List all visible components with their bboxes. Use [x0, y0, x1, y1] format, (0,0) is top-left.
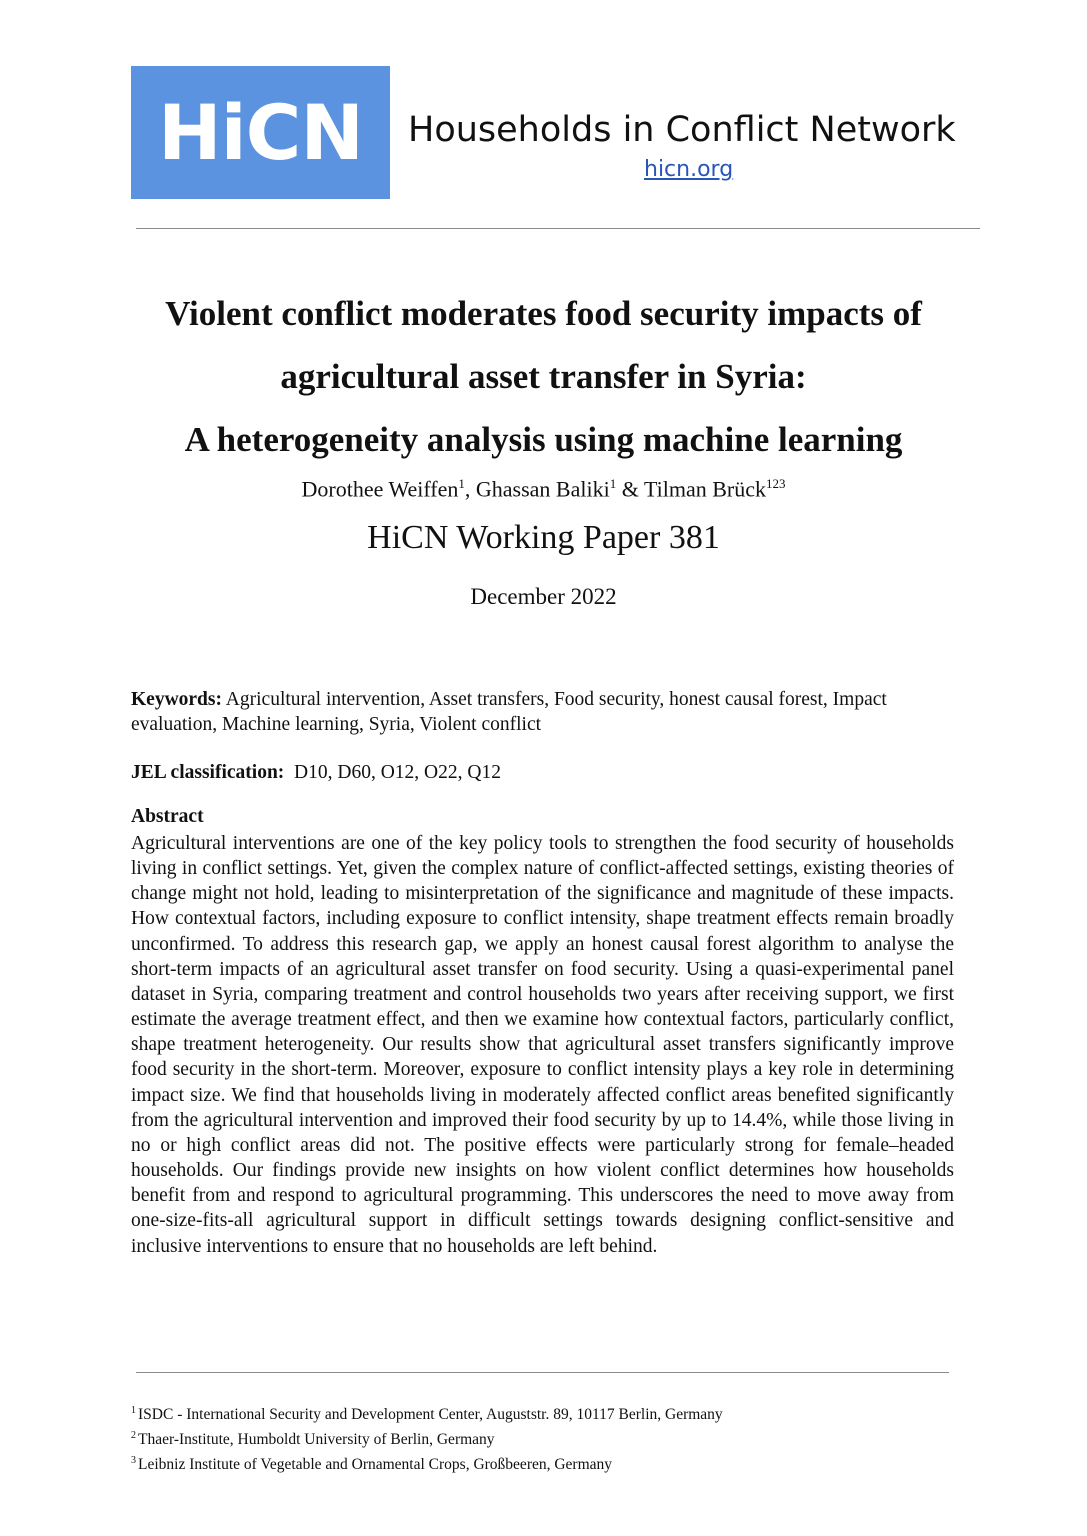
- author-name: Dorothee Weiffen: [301, 476, 459, 502]
- abstract-text: Agricultural interventions are one of the key policy tools to strengthen the food security of households living in conflict settings. Yet, given the complex nature of conflict-affected settings, existing theories of change might not hold, leading to misinterpretation of the significance and magnitude of these impacts. How contextual factors, including exposure to conflict intensity, shape treatment effects remain broadly unconfirmed. To address this research gap, we apply an honest causal forest algorithm to analyse the short-term impacts of an agricultural asset transfer on food security. Using a quasi-experimental panel dataset in Syria, comparing treatment and control households two years after receiving support, we first estimate the average treatment effect, and then we examine how contextual factors, particularly conflict, shape treatment heterogeneity. Our results show that agricultural asset transfers significantly improve food security in the short-term. Moreover, exposure to conflict intensity plays a key role in determining impact size. We find that households living in moderately affected conflict areas benefited significantly from the agricultural intervention and improved their food security by up to 14.4%, while those living in no or high conflict areas did not. The positive effects were particularly strong for female–headed households. Our findings provide new insights on how violent conflict determines how households benefit from and respond to agricultural programming. This underscores the need to move away from one-size-fits-all agricultural support in difficult settings towards designing conflict-sensitive and inclusive interventions to ensure that no households are left behind.: [131, 833, 954, 1257]
- working-paper-number: HiCN Working Paper 381: [367, 519, 720, 556]
- footnote-divider: [136, 1372, 949, 1373]
- author-affiliation: 1: [609, 476, 617, 491]
- author-name: Ghassan Baliki: [475, 476, 610, 502]
- footnote: [131, 1425, 954, 1450]
- author-affiliation: 1: [458, 476, 465, 491]
- keywords-text: Agricultural intervention, Asset transfers, Food security, honest causal forest, Impact evaluation, Machine learning, Syria, Violent conflict: [131, 689, 887, 735]
- title-line-3: A heterogeneity analysis using machine learning: [184, 420, 903, 459]
- author-list: Dorothee Weiffen$^1$, Ghassan Baliki$^1$ & Tilman Brück$^{123}$: [301, 476, 786, 502]
- publication-date: December 2022: [470, 584, 617, 609]
- author-affiliation: 123: [765, 476, 786, 491]
- network-name: Households in Conflict Network: [408, 110, 956, 150]
- hicn-logo: [131, 66, 390, 199]
- footnote-mark: 1: [131, 1405, 136, 1416]
- footnote-mark: 2: [131, 1430, 136, 1442]
- header-divider: [136, 228, 980, 229]
- author-name: Tilman Brück: [643, 476, 766, 502]
- website-link[interactable]: hicn.org: [644, 157, 734, 182]
- jel-classification: [131, 760, 954, 785]
- title-line-2: agricultural asset transfer in Syria:: [280, 357, 807, 396]
- logo-text: HiCN: [157, 88, 364, 177]
- keywords: [131, 687, 954, 737]
- footnote-mark: 3: [131, 1455, 136, 1467]
- footnote-text: ISDC - International Security and Development Center, Auguststr. 89, 10117 Berlin, Germany: [138, 1406, 723, 1424]
- footnote: [131, 1400, 954, 1425]
- footnotes: [131, 1400, 954, 1475]
- paper-title: [100, 282, 987, 471]
- keywords-label: Keywords:: [131, 689, 222, 710]
- footnote-text: Thaer-Institute, Humboldt University of Berlin, Germany: [138, 1431, 495, 1449]
- footnote-text: Leibniz Institute of Vegetable and Ornamental Crops, Großbeeren, Germany: [138, 1456, 613, 1474]
- jel-codes: D10, D60, O12, O22, Q12: [284, 762, 501, 783]
- jel-label: JEL classification:: [131, 762, 285, 783]
- footnote: [131, 1450, 954, 1475]
- abstract-heading: Abstract: [131, 806, 204, 827]
- title-line-1: Violent conflict moderates food security impacts of: [165, 294, 922, 333]
